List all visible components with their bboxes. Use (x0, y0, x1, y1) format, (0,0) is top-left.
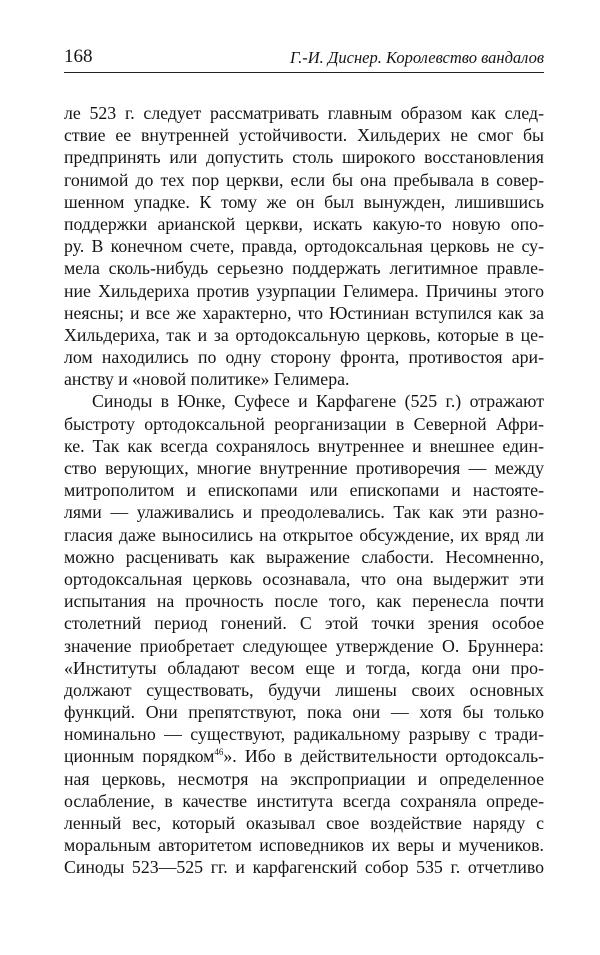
text-line: ке. Так как всегда сохранялось внутреннее и внешнее един- (64, 435, 544, 456)
text-line: можно расценивать как выражение слабости. Несомненно, (64, 546, 544, 567)
text-line: должают существовать, будучи лишены своих основных (64, 679, 544, 700)
text-line: функций. Они препятствуют, пока они — хотя бы только (64, 702, 544, 723)
running-header (64, 44, 544, 73)
text-line: ослабление, в качестве института всегда сохраняла опреде- (64, 790, 544, 811)
text-line: ле 523 г. следует рассматривать главным образом как след- (64, 103, 544, 123)
text-line: ру. В конечном счете, правда, ортодоксальная церковь не су- (64, 236, 544, 257)
text-line: столетний период гонений. С этой точки зрения особое (64, 613, 544, 634)
text-line: ленный вес, который оказывал свое воздействие наряду с (64, 813, 544, 833)
text-line: Хильдериха, так и за ортодоксальную церковь, которые в це- (64, 324, 544, 345)
text-line: ство верующих, многие внутренние противоречия — между (64, 458, 544, 478)
body-text (64, 102, 544, 879)
line-head: ционным порядком (64, 746, 215, 767)
text-line: моральным авторитетом исповедников их веры и мучеников. (64, 835, 544, 856)
text-line: ствие ее внутренней устойчивости. Хильдерих не смог бы (64, 125, 544, 146)
text-line: Синоды 523—525 гг. и карфагенский собор 535 г. отчетливо (64, 857, 544, 878)
text-line: предпринять или допустить столь широкого восстановления (64, 147, 544, 168)
text-line-with-footnote (64, 745, 544, 767)
text-line: гласия даже выносились на открытое обсуждение, их вряд ли (64, 524, 544, 545)
text-line: испытания на прочность после того, как перенесла почти (64, 591, 544, 612)
text-line: быстроту ортодоксальной реорганизации в Северной Афри- (64, 413, 544, 434)
text-line: «Институты обладают весом еще и тогда, когда они про- (64, 657, 544, 678)
text-line: анству и «новой политике» Гелимера. (64, 369, 350, 390)
text-line: значение приобретает следующее утверждение О. Бруннера: (64, 635, 544, 656)
running-title: Г.-И. Диснер. Королевство вандалов (289, 48, 544, 67)
text-line: ная церковь, несмотря на экспроприации и определенное (64, 768, 544, 789)
text-line: лями — улаживались и преодолевались. Так как эти разно- (64, 502, 544, 523)
line-tail: ». Ибо в действительности ортодоксаль- (223, 746, 544, 767)
text-line: Синоды в Юнке, Суфесе и Карфагене (525 г.) отражают (92, 391, 544, 412)
page-number: 168 (64, 46, 93, 67)
text-line: поддержки арианской церкви, искать какую-то новую опо- (64, 213, 544, 234)
footnote-reference[interactable]: 46 (214, 747, 224, 758)
text-line: митрополитом и епископами или епископами и настояте- (64, 480, 544, 501)
text-line: лом находились по одну сторону фронта, противостоя ари- (64, 347, 544, 368)
text-line: шенном упадке. К тому же он был вынужден, лишившись (64, 191, 544, 212)
text-line: гонимой до тех пор церкви, если бы она пребывала в совер- (64, 169, 544, 190)
text-line: номинально — существуют, радикальному разрыву с тради- (64, 724, 544, 745)
text-line: ние Хильдериха против узурпации Гелимера. Причины этого (64, 280, 544, 301)
text-line: неясны; и все же характерно, что Юстиниан вступился как за (64, 302, 544, 323)
text-line: ортодоксальная церковь осознавала, что она выдержит эти (64, 568, 544, 589)
text-line: мела сколь-нибудь серьезно поддержать легитимное правле- (64, 258, 544, 279)
